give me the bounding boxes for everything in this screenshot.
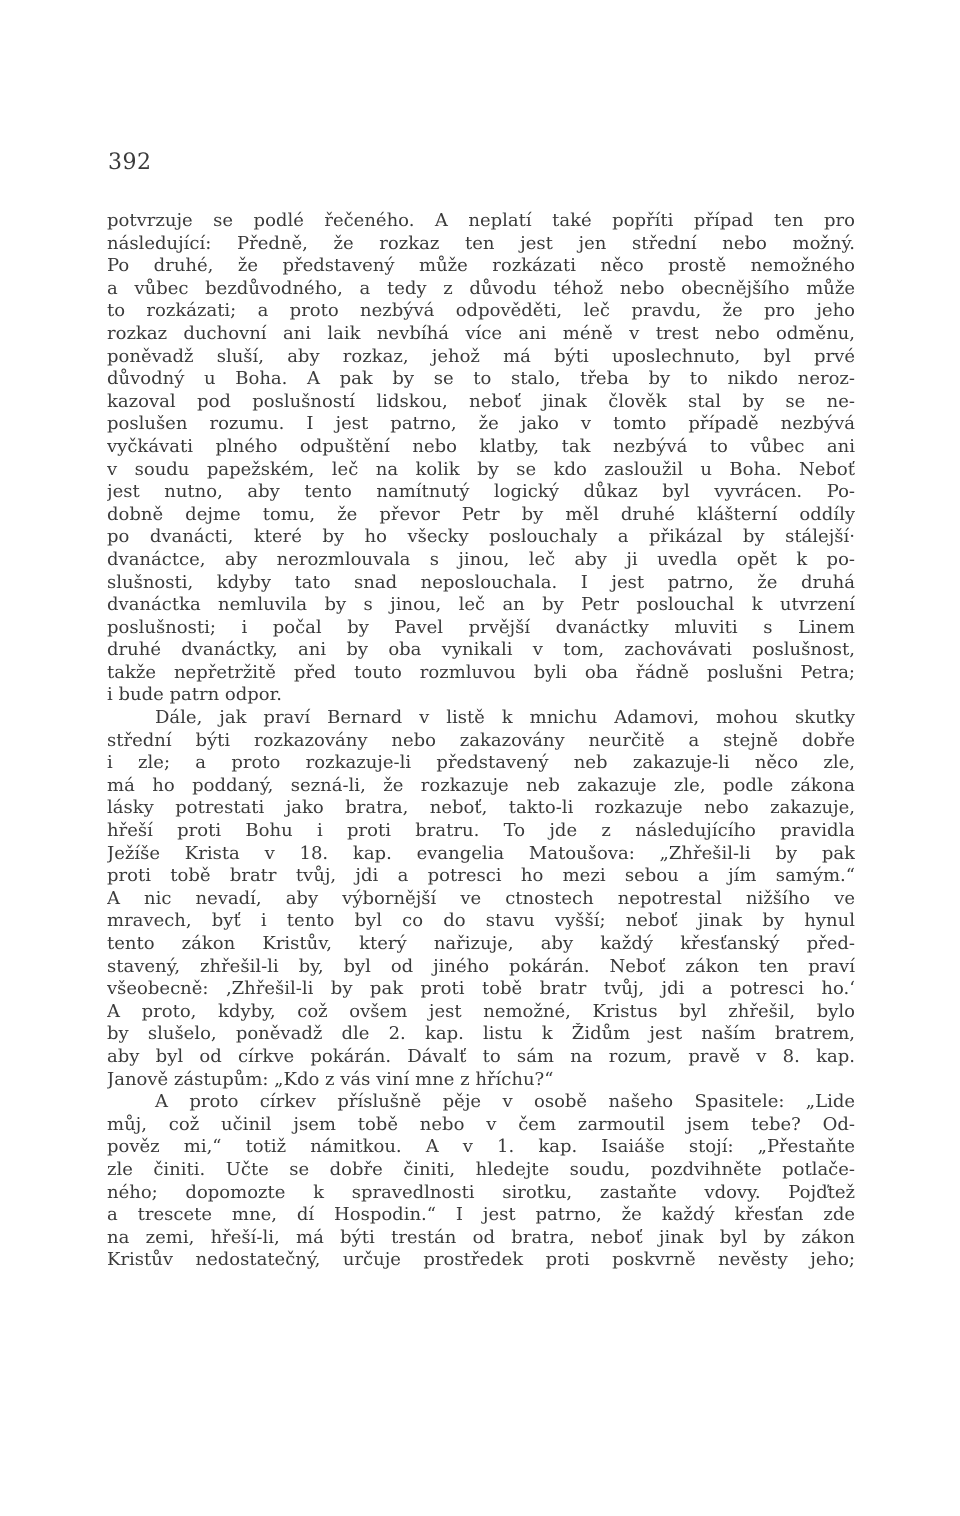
text-line: Po druhé, že představený může rozkázati něco prostě nemožného xyxy=(107,255,855,277)
text-line: jest nutno, aby tento namítnutý logický důkaz byl vyvrácen. Po- xyxy=(107,481,855,503)
text-line: A proto církev příslušně pěje v osobě našeho Spasitele: „Lide xyxy=(155,1091,855,1113)
text-line: vyčkávati plného odpuštění nebo klatby, tak nezbývá to vůbec ani xyxy=(107,435,855,457)
text-line: můj, což učinil jsem tobě nebo v čem zarmoutil jsem tebe? Od- xyxy=(107,1113,855,1135)
text-line: aby byl od církve pokárán. Dávalť to sám na rozum, pravě v 8. kap. xyxy=(107,1045,855,1067)
text-line: lásky potrestati jako bratra, neboť, takto-li rozkazuje nebo zakazuje, xyxy=(107,797,855,819)
text-line: rozkaz duchovní ani laik nevbíhá více ani méně v trest nebo odměnu, xyxy=(107,322,855,344)
text-line: druhé dvanáctky, ani by oba vynikali v tom, zachovávati poslušnost, xyxy=(107,639,855,661)
text-line: důvodný u Boha. A pak by se to stalo, třeba by to nikdo neroz- xyxy=(107,368,855,390)
text-line: Dále, jak praví Bernard v listě k mnichu Adamovi, mohou skutky xyxy=(155,707,855,729)
text-line: Kristův nedostatečný, určuje prostředek proti poskvrně nevěsty jeho; xyxy=(107,1249,855,1271)
text-line: hřeší proti Bohu i proti bratru. To jde z následujícího pravidla xyxy=(107,820,855,842)
text-line: A nic nevadí, aby výbornější ve ctnostech nepotrestal nižšího ve xyxy=(107,887,855,909)
text-line: v soudu papežském, leč na kolik by se kdo zasloužil u Boha. Neboť xyxy=(107,458,855,480)
text-line: to rozkázati; a proto nezbývá odpověděti, leč pravdu, že pro jeho xyxy=(107,300,855,322)
text-line: na zemi, hřeší-li, má býti trestán od bratra, neboť jinak byl by zákon xyxy=(107,1226,855,1248)
text-line: poněvadž sluší, aby rozkaz, jehož má býti uposlechnuto, byl prvé xyxy=(107,345,855,367)
text-line: slušnosti, kdyby tato snad neposlouchala. I jest patrno, že druhá xyxy=(107,571,855,593)
text-line: potvrzuje se podlé řečeného. A neplatí také popříti případ ten pro xyxy=(107,210,855,231)
page-number: 392 xyxy=(108,150,152,175)
text-line: pověz mi,“ totiž námitkou. A v 1. kap. Isaiáše stojí: „Přestaňte xyxy=(107,1136,855,1158)
text-line: všeobecně: ‚Zhřešil-li by pak proti tobě bratr tvůj, jdi a potresci ho.‘ xyxy=(107,978,855,1000)
text-line: tento zákon Kristův, který nařizuje, aby každý křesťanský před- xyxy=(107,933,855,954)
text-line: střední býti rozkazovány nebo zakazovány neurčitě a stejně dobře xyxy=(107,729,855,751)
body-text xyxy=(107,210,855,1272)
text-line: by slušelo, poněvadž dle 2. kap. listu k Židům jest naším bratrem, xyxy=(107,1023,855,1045)
text-line: zle činiti. Učte se dobře činiti, hledejte soudu, pozdvihněte potlače- xyxy=(107,1158,855,1180)
text-line: A proto, kdyby, což ovšem jest nemožné, Kristus byl zhřešil, bylo xyxy=(107,1000,855,1022)
text-line: kazoval pod poslušností lidskou, neboť jinak člověk stal by se ne- xyxy=(107,390,855,412)
text-line: i zle; a proto rozkazuje-li představený neb zakazuje-li něco zle, xyxy=(107,752,855,774)
text-line: i bude patrn odpor. xyxy=(107,684,282,706)
text-line: a vůbec bezdůvodného, a tedy z důvodu téhož nebo obecnějšího může xyxy=(107,277,855,299)
text-line: následující: Předně, že rozkaz ten jest jen střední nebo možný. xyxy=(107,232,855,254)
text-line: dvanáctka nemluvila by s jinou, leč an by Petr poslouchal k utvrzení xyxy=(107,594,855,616)
text-line: mravech, byť i tento byl co do stavu vyšší; neboť jinak by hynul xyxy=(107,910,855,932)
text-line: Ježíše Krista v 18. kap. evangelia Matoušova: „Zhřešil-li by pak xyxy=(107,842,855,864)
text-line: stavený, zhřešil-li by, byl od jiného pokárán. Neboť zákon ten praví xyxy=(107,955,855,977)
text-line: má ho poddaný, sezná-li, že rozkazuje neb zakazuje zle, podle zákona xyxy=(107,774,855,796)
text-line: po dvanácti, které by ho všecky poslouchaly a přikázal by stálejší· xyxy=(107,526,855,548)
text-line: dvanáctce, aby nerozmlouvala s jinou, leč aby ji uvedla opět k po- xyxy=(107,548,855,570)
text-line: proti tobě bratr tvůj, jdi a potresci ho mezi sebou a jím samým.“ xyxy=(107,865,855,887)
text-line: a trescete mne, dí Hospodin.“ I jest patrno, že každý křesťan zde xyxy=(107,1204,855,1226)
text-line: poslušnosti; i počal by Pavel prvější dvanáctky mluviti s Linem xyxy=(107,616,855,638)
text-line: Janově zástupům: „Kdo z vás viní mne z hříchu?“ xyxy=(107,1068,554,1090)
text-line: takže nepřetržitě před touto rozmluvou byli oba řádně poslušni Petra; xyxy=(107,661,855,683)
text-line: ného; dopomozte k spravedlnosti sirotku, zastaňte vdovy. Pojďtež xyxy=(107,1181,855,1203)
text-line: dobně dejme tomu, že převor Petr by měl druhé klášterní oddíly xyxy=(107,503,855,525)
text-line: poslušen rozumu. I jest patrno, že jako v tomto případě nezbývá xyxy=(107,413,855,435)
